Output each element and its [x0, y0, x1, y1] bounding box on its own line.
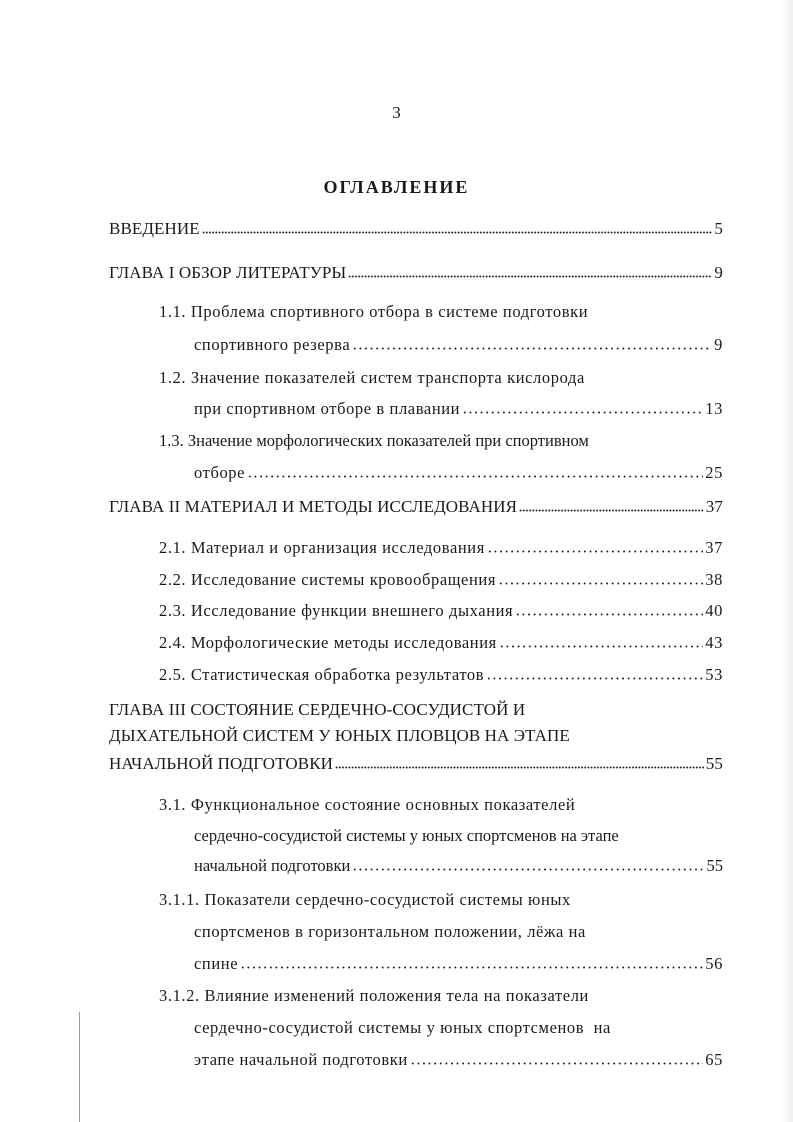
toc-page-number: 5	[714, 219, 723, 238]
toc-page-number: 9	[714, 263, 723, 282]
dot-leader	[515, 613, 703, 616]
toc-entry-3-1-1-cont[interactable]	[194, 952, 723, 976]
toc-entry-text: 2.3. Исследование функции внешнего дыхания	[159, 601, 514, 620]
toc-entry-3-1-cont[interactable]	[194, 824, 723, 848]
toc-entry-1-1-cont[interactable]	[194, 333, 723, 357]
toc-entry-chapter-3-cont[interactable]	[109, 752, 723, 776]
toc-page-number: 55	[706, 856, 723, 875]
toc-entry-text: при спортивном отборе в плавании	[194, 399, 461, 418]
toc-entry-chapter-3[interactable]	[109, 698, 723, 722]
toc-entry-1-1[interactable]	[159, 300, 723, 324]
dot-leader	[240, 966, 703, 969]
toc-entry-text: ВВЕДЕНИЕ	[109, 219, 200, 238]
dot-leader	[335, 766, 704, 769]
toc-entry-text: 2.4. Морфологические методы исследования	[159, 633, 497, 652]
toc-entry-text: 2.5. Статистическая обработка результатов	[159, 665, 485, 684]
toc-entry-text: ГЛАВА II МАТЕРИАЛ И МЕТОДЫ ИССЛЕДОВАНИЯ	[109, 497, 518, 516]
toc-page-number: 43	[705, 633, 723, 652]
toc-page-number: 65	[705, 1050, 723, 1069]
toc-page-number: 40	[705, 601, 723, 620]
toc-entry-2-4[interactable]	[159, 631, 723, 655]
toc-entry-chapter-3-cont[interactable]	[109, 724, 723, 748]
toc-page-number: 25	[705, 463, 723, 482]
toc-entry-chapter-1[interactable]	[109, 261, 723, 285]
toc-entry-1-3-cont[interactable]	[194, 461, 723, 485]
toc-entry-text: сердечно-сосудистой системы у юных спортсменов на этапе	[194, 826, 619, 845]
toc-page-number: 13	[705, 399, 723, 418]
toc-entry-introduction[interactable]	[109, 217, 723, 241]
toc-entry-text: ДЫХАТЕЛЬНОЙ СИСТЕМ У ЮНЫХ ПЛОВЦОВ НА ЭТАПЕ	[109, 726, 570, 745]
toc-entry-3-1-2[interactable]	[159, 984, 723, 1008]
toc-page-number: 53	[705, 665, 723, 684]
toc-entry-3-1-1[interactable]	[159, 888, 723, 912]
dot-leader	[499, 645, 703, 648]
toc-entry-text: спине	[194, 954, 239, 973]
toc-entry-text: ГЛАВА I ОБЗОР ЛИТЕРАТУРЫ	[109, 263, 347, 282]
toc-entry-3-1-1-cont[interactable]	[194, 920, 723, 944]
dot-leader	[348, 275, 712, 278]
toc-entry-text: этапе начальной подготовки	[194, 1050, 408, 1069]
dot-leader	[352, 347, 712, 350]
toc-entry-text: 1.3. Значение морфологических показателей при спортивном	[159, 431, 589, 450]
toc-page-number: 37	[705, 538, 723, 557]
toc-page-number: 38	[705, 570, 723, 589]
toc-entry-2-1[interactable]	[159, 536, 723, 560]
toc-page-number: 56	[705, 954, 723, 973]
dot-leader	[486, 677, 703, 680]
toc-entry-chapter-2[interactable]	[109, 495, 723, 519]
toc-entry-text: 3.1. Функциональное состояние основных показателей	[159, 795, 576, 814]
toc-entry-text: 1.1. Проблема спортивного отбора в системе подготовки	[159, 302, 589, 321]
toc-entry-text: спортивного резерва	[194, 335, 351, 354]
toc-entry-text: начальной подготовки	[194, 856, 351, 875]
toc-entry-3-1-2-cont[interactable]	[194, 1048, 723, 1072]
toc-entry-3-1-2-cont[interactable]	[194, 1016, 723, 1040]
dot-leader	[247, 475, 703, 478]
toc-page-number: 55	[705, 754, 723, 773]
dot-leader	[352, 868, 704, 871]
page-number: 3	[392, 103, 401, 122]
toc-entry-3-1[interactable]	[159, 793, 723, 817]
toc-entry-text: 1.2. Значение показателей систем транспорта кислорода	[159, 368, 585, 387]
dot-leader	[519, 509, 704, 512]
toc-entry-text: НАЧАЛЬНОЙ ПОДГОТОВКИ	[109, 754, 334, 773]
toc-entry-text: 2.2. Исследование системы кровообращения	[159, 570, 497, 589]
dot-leader	[487, 550, 703, 553]
toc-entry-1-2-cont[interactable]	[194, 397, 723, 421]
toc-entry-2-3[interactable]	[159, 599, 723, 623]
dot-leader	[498, 582, 703, 585]
dot-leader	[462, 411, 703, 414]
toc-entry-1-3[interactable]	[159, 429, 723, 453]
toc-title: ОГЛАВЛЕНИЕ	[323, 177, 470, 197]
toc-entry-text: сердечно-сосудистой системы у юных спортсменов на	[194, 1018, 611, 1037]
toc-entry-text: ГЛАВА III СОСТОЯНИЕ СЕРДЕЧНО-СОСУДИСТОЙ И	[109, 700, 526, 719]
toc-entry-3-1-cont[interactable]	[194, 854, 723, 878]
toc-page-number: 9	[714, 335, 723, 354]
toc-entry-text: 2.1. Материал и организация исследования	[159, 538, 485, 557]
toc-entry-text: 3.1.2. Влияние изменений положения тела на показатели	[159, 986, 589, 1005]
toc-entry-2-2[interactable]	[159, 568, 723, 592]
toc-entry-text: спортсменов в горизонтальном положении, лёжа на	[194, 922, 586, 941]
toc-entry-1-2[interactable]	[159, 366, 723, 390]
toc-entry-text: 3.1.1. Показатели сердечно-сосудистой системы юных	[159, 890, 571, 909]
dot-leader	[202, 231, 713, 234]
toc-page-number: 37	[705, 497, 723, 516]
dot-leader	[410, 1062, 703, 1065]
toc-entry-2-5[interactable]	[159, 663, 723, 687]
toc-entry-text: отборе	[194, 463, 246, 482]
